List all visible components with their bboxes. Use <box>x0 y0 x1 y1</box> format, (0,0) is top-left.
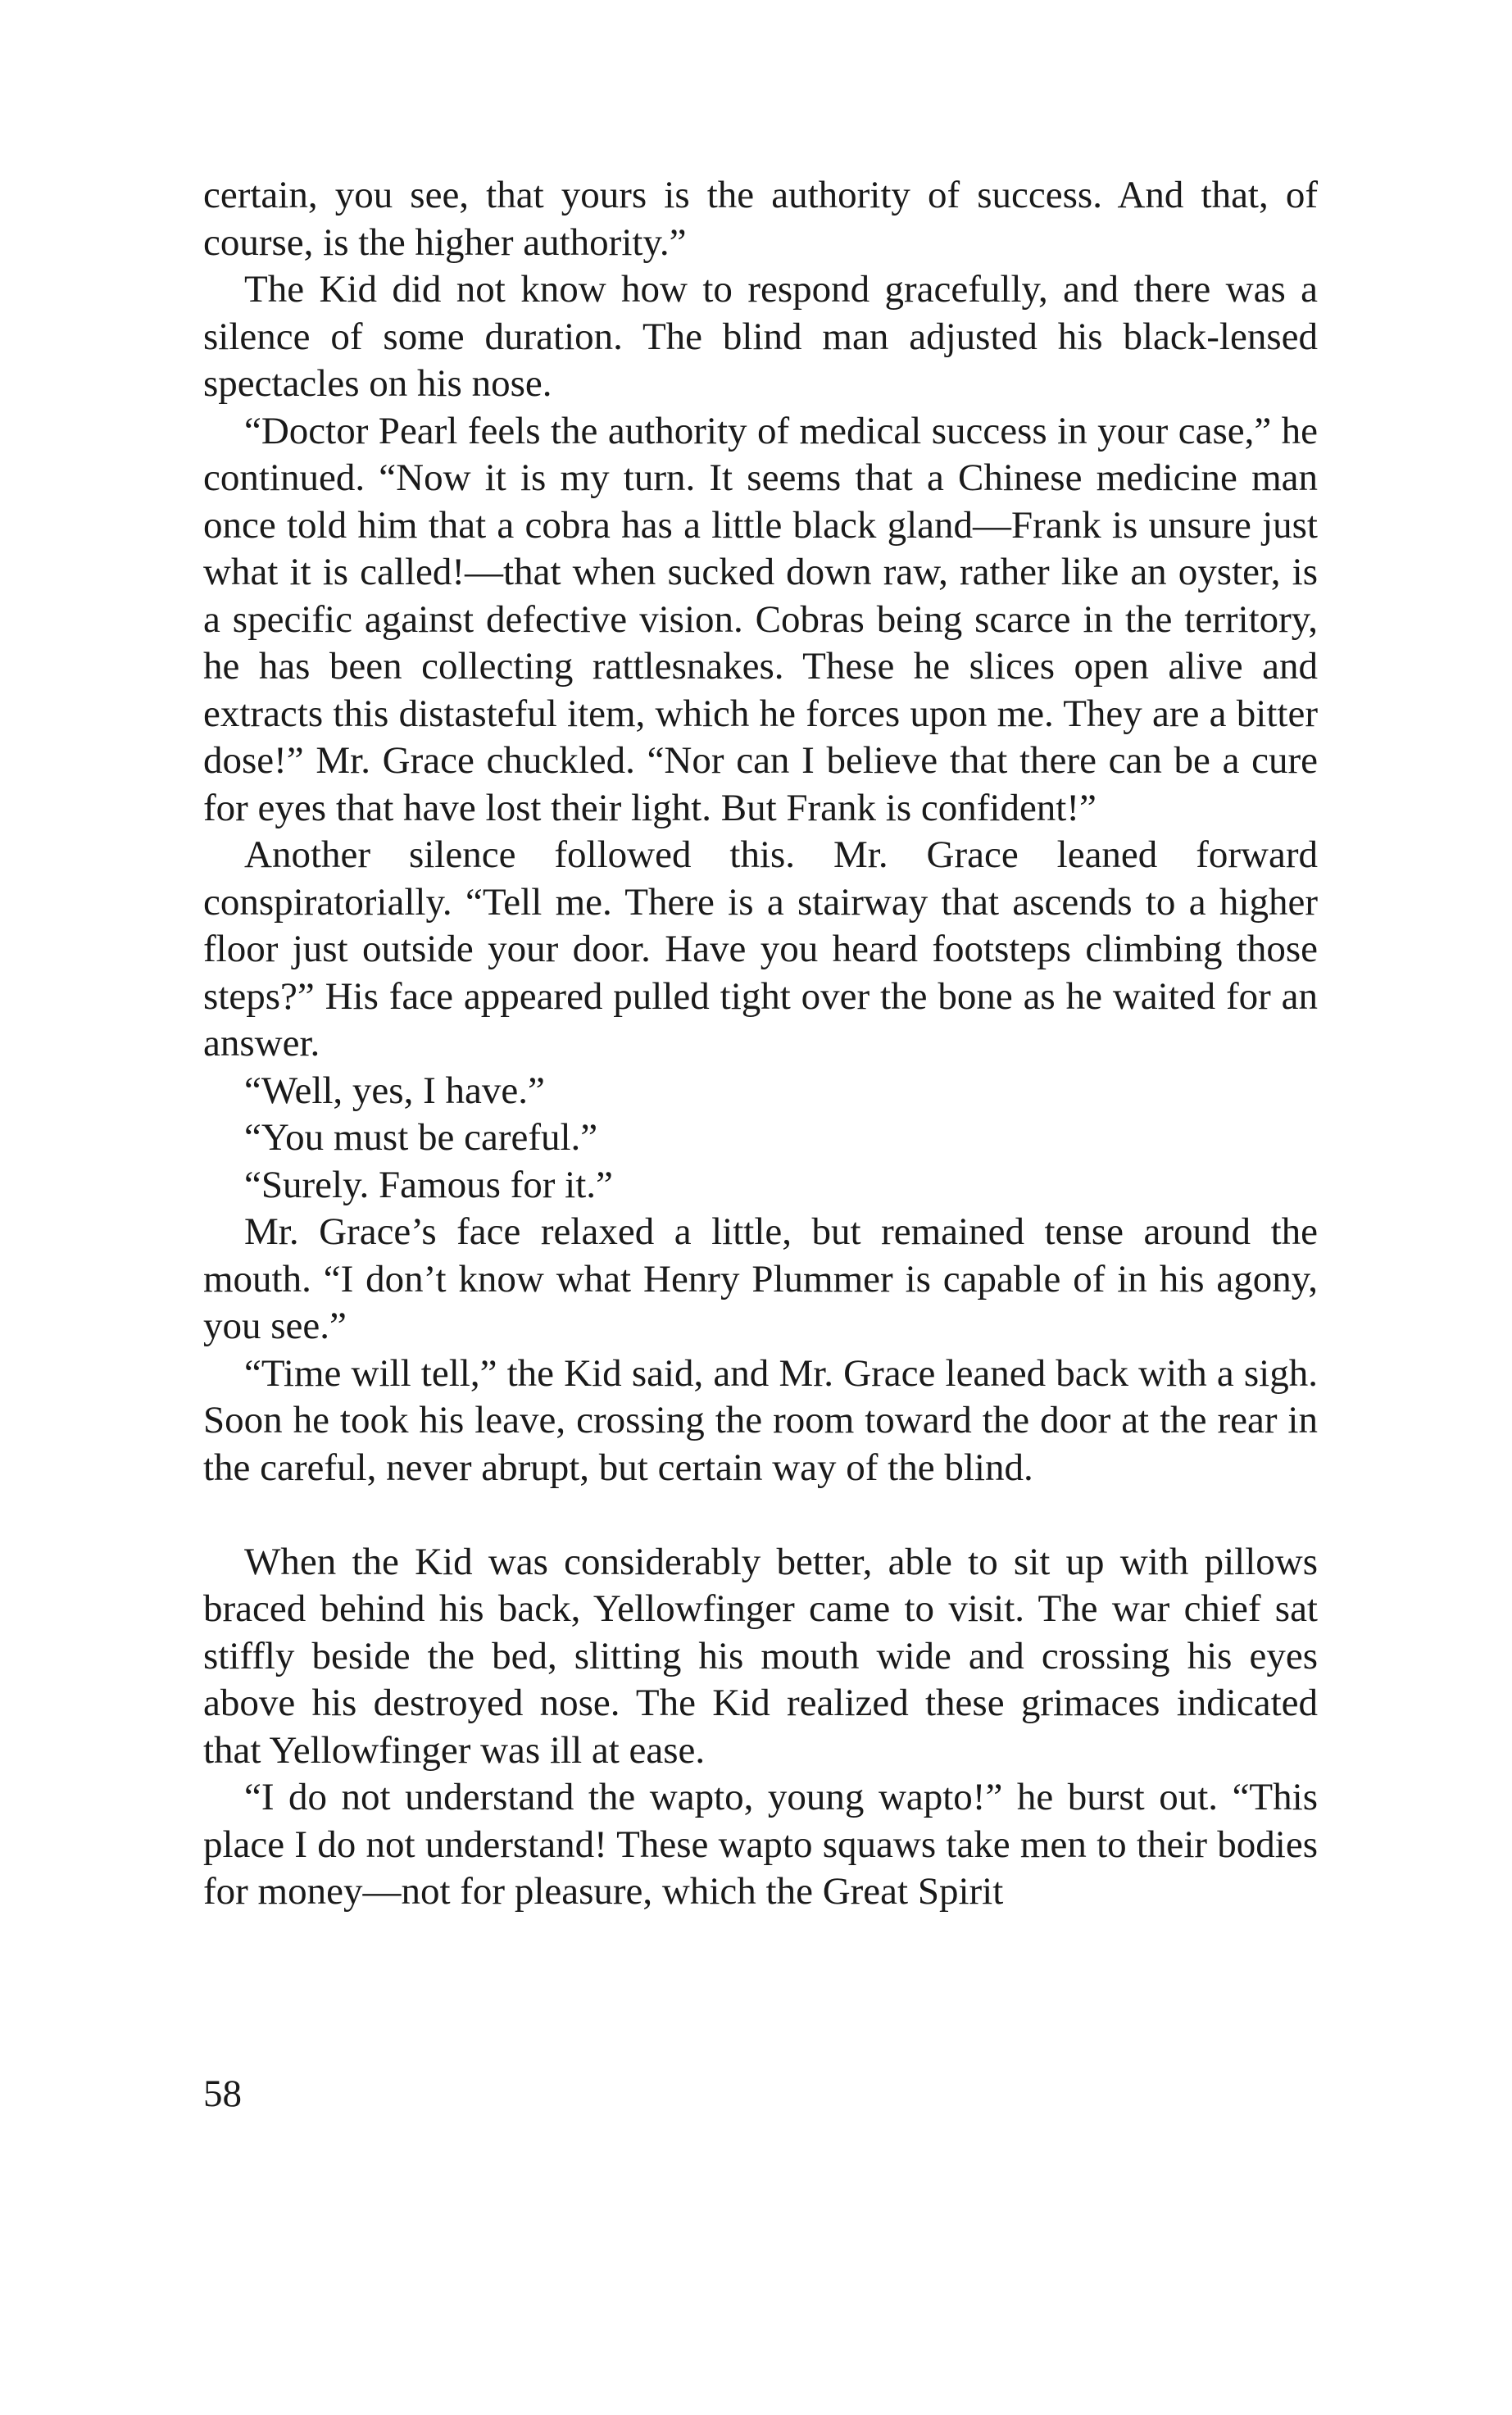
paragraph: “Surely. Famous for it.” <box>244 1163 613 1206</box>
paragraph: When the Kid was considerably better, able to sit up with pillows braced behind his back, Yellowfinger came to visit. The war chief sat stiffly beside the bed, slitting his mouth wide and crossing his eyes above his destroyed nose. The Kid realized these grimaces indicated that Yellowfinger was ill at ease. <box>203 1540 1318 1772</box>
paragraph: Another silence followed this. Mr. Grace leaned forward conspiratorially. “Tell me. There is a stairway that ascends to a higher floor just outside your door. Have you heard footsteps climbing those steps?” His face appeared pulled tight over the bone as he waited for an answer. <box>203 833 1318 1065</box>
paragraph: Mr. Grace’s face relaxed a little, but remained tense around the mouth. “I don’t know what Henry Plummer is capable of in his agony, you see.” <box>203 1210 1318 1347</box>
paragraph: The Kid did not know how to respond gracefully, and there was a silence of some duration. The blind man adjusted his black-lensed spectacles on his nose. <box>203 268 1318 405</box>
paragraph: certain, you see, that yours is the authority of success. And that, of course, is the higher authority.” <box>203 174 1318 264</box>
page-number: 58 <box>203 2072 242 2115</box>
paragraph: “Time will tell,” the Kid said, and Mr. Grace leaned back with a sigh. Soon he took his leave, crossing the room toward the door at the rear in the careful, never abrupt, but certain way of the blind. <box>203 1351 1318 1489</box>
paragraph: “Well, yes, I have.” <box>244 1069 545 1112</box>
paragraph: “I do not understand the wapto, young wapto!” he burst out. “This place I do not understand! These wapto squaws take men to their bodies for money—not for pleasure, which the Great Spirit <box>203 1776 1318 1913</box>
paragraph: “Doctor Pearl feels the authority of medical success in your case,” he continued. “Now it is my turn. It seems that a Chinese medicine man once told him that a cobra has a little black gland—Frank is unsure just what it is called!—that when sucked down raw, rather like an oyster, is a specific against defective vision. Cobras being scarce in the territory, he has been collecting rattlesnakes. These he slices open alive and extracts this distasteful item, which he forces upon me. They are a bitter dose!” Mr. Grace chuckled. “Nor can I believe that there can be a cure for eyes that have lost their light. But Frank is confident!” <box>203 409 1318 829</box>
section-break <box>203 1491 1318 1539</box>
body-text <box>203 172 1318 1916</box>
paragraph: “You must be careful.” <box>244 1116 598 1159</box>
